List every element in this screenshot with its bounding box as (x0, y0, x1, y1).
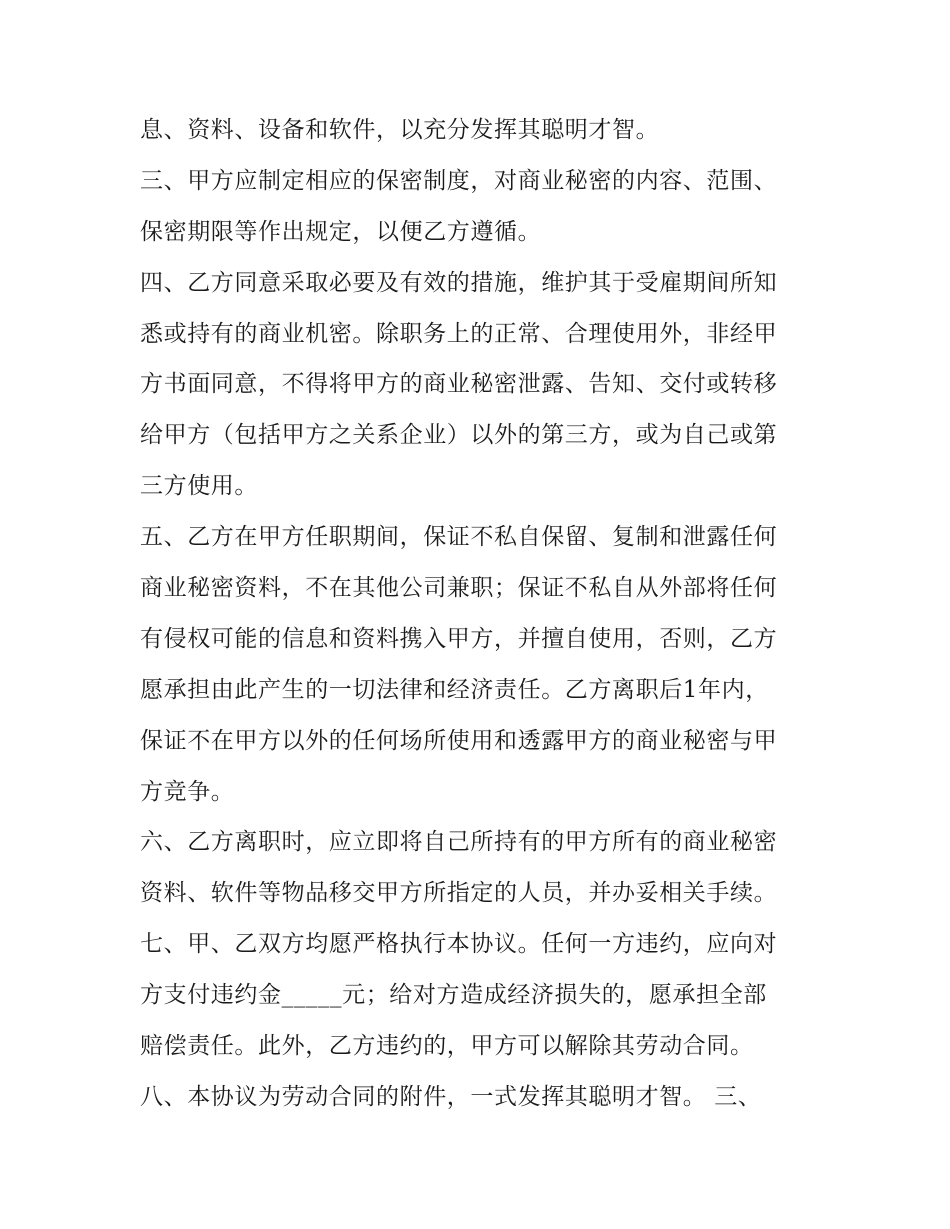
text-line: 资料、软件等物品移交甲方所指定的人员，并办妥相关手续。 (140, 880, 778, 907)
text-line: 悉或持有的商业机密。除职务上的正常、合理使用外，非经甲 (140, 320, 778, 347)
text-line: 方书面同意，不得将甲方的商业秘密泄露、告知、交付或转移 (140, 371, 778, 398)
text-line: 保证不在甲方以外的任何场所使用和透露甲方的商业秘密与甲 (140, 727, 778, 754)
text-line: 八、本协议为劳动合同的附件，一式发挥其聪明才智。 三、 (140, 1083, 762, 1110)
text-line: 方竞争。 (140, 778, 235, 805)
text-line: 有侵权可能的信息和资料携入甲方，并擅自使用，否则，乙方 (140, 625, 778, 652)
text-line: 赔偿责任。此外，乙方违约的，甲方可以解除其劳动合同。 (140, 1033, 754, 1060)
text-line: 七、甲、乙双方均愿严格执行本协议。任何一方违约，应向对 (140, 931, 778, 958)
text-line: 方支付违约金_____元；给对方造成经济损失的，愿承担全部 (140, 982, 767, 1009)
text-line: 三方使用。 (140, 473, 258, 500)
text-line: 五、乙方在甲方任职期间，保证不私自保留、复制和泄露任何 (140, 524, 778, 551)
text-line: 三、甲方应制定相应的保密制度，对商业秘密的内容、范围、 (140, 167, 778, 194)
text-line: 愿承担由此产生的一切法律和经济责任。乙方离职后1年内， (140, 676, 769, 703)
document-body (140, 105, 820, 1123)
text-line: 保密期限等作出规定，以便乙方遵循。 (140, 218, 542, 245)
text-line: 四、乙方同意采取必要及有效的措施，维护其于受雇期间所知 (140, 269, 778, 296)
text-line: 商业秘密资料，不在其他公司兼职；保证不私自从外部将任何 (140, 575, 778, 602)
text-line: 给甲方（包括甲方之关系企业）以外的第三方，或为自己或第 (140, 422, 778, 449)
text-line: 息、资料、设备和软件，以充分发挥其聪明才智。 (140, 117, 660, 143)
text-line: 六、乙方离职时，应立即将自己所持有的甲方所有的商业秘密 (140, 829, 778, 856)
